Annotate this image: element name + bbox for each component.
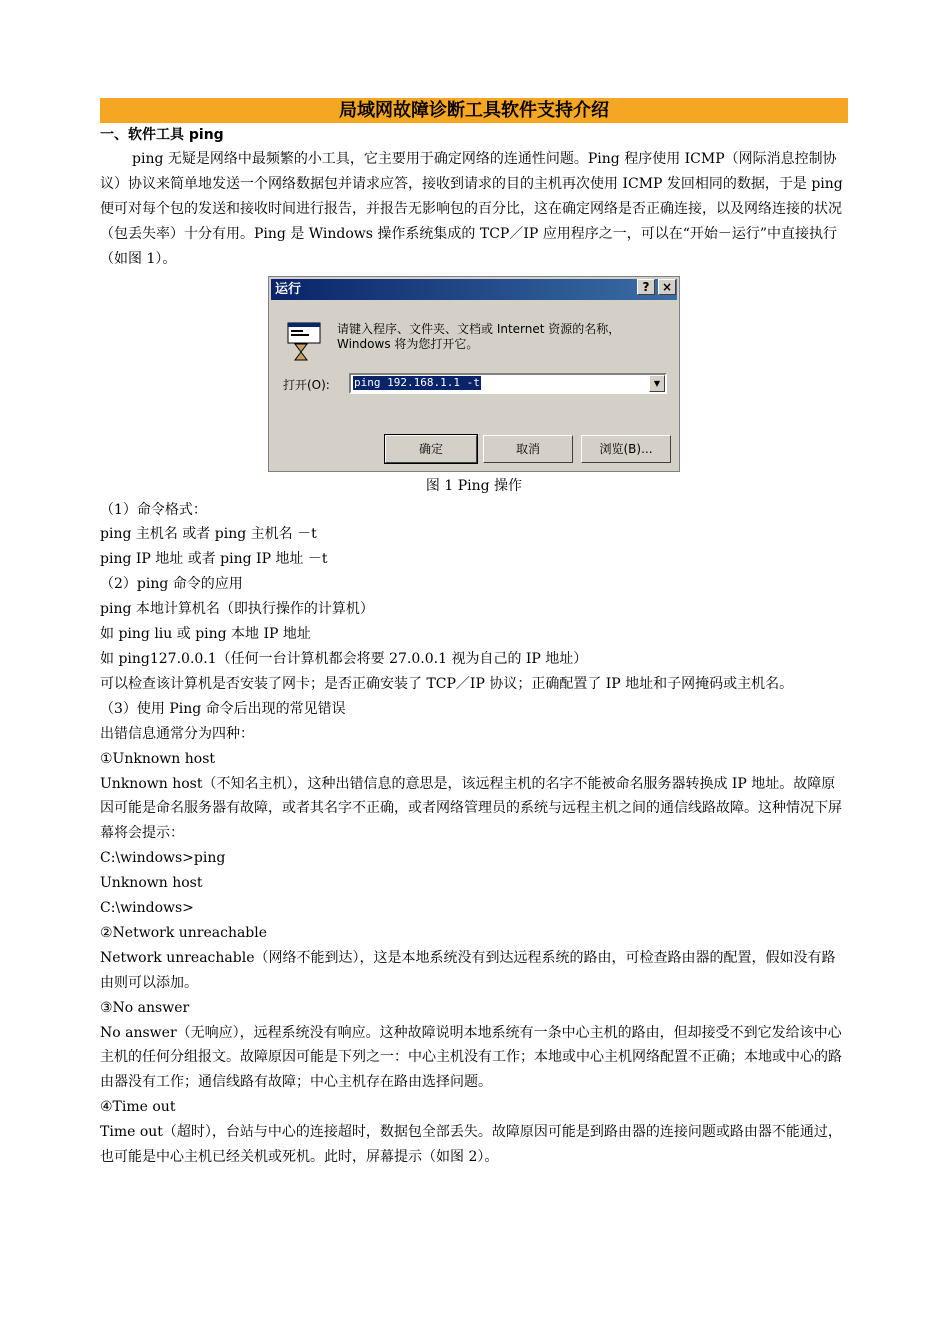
chevron-down-icon[interactable]: ▼ bbox=[649, 375, 665, 392]
run-dialog-description: 请键入程序、文件夹、文档或 Internet 资源的名称，Windows 将为您打开它。 bbox=[337, 321, 621, 351]
check-paragraph: 可以检查该计算机是否安装了网卡；是否正确安装了 TCP／IP 协议；正确配置了 IP 地址和子网掩码或主机名。 bbox=[100, 675, 794, 692]
text-line: ping 主机名 或者 ping 主机名 －t bbox=[100, 526, 317, 543]
run-dialog bbox=[268, 276, 680, 472]
text-line: 如 ping127.0.0.1（任何一台计算机都会将要 27.0.0.1 视为自己的 IP 地址） bbox=[100, 650, 588, 667]
text-line: （3）使用 Ping 命令后出现的常见错误 bbox=[100, 700, 346, 717]
command-input[interactable]: ping 192.168.1.1 -t bbox=[354, 375, 480, 389]
text-line: 如 ping liu 或 ping 本地 IP 地址 bbox=[100, 626, 311, 643]
no-answer-paragraph: No answer（无响应），远程系统没有响应。这种故障说明本地系统有一条中心主机的路由，但却接受不到它发给该中心主机的任何分组报文。故障原因可能是下列之一：中心主机没有工作；本地或中心主机网络配置不正确；本地或中心的路由器没有工作；通信线路有故障；中心主机存在路由选择问题。 bbox=[100, 1024, 842, 1091]
text-line: 出错信息通常分为四种： bbox=[100, 725, 254, 742]
help-button[interactable]: ? bbox=[637, 279, 655, 295]
time-out-paragraph: Time out（超时），台站与中心的连接超时，数据包全部丢失。故障原因可能是到路由器的连接问题或路由器不能通过，也可能是中心主机已经关机或死机。此时，屏幕提示（如图 2）。 bbox=[100, 1124, 842, 1166]
figure-1-caption: 图 1 Ping 操作 bbox=[425, 477, 523, 494]
command-combobox[interactable] bbox=[349, 373, 667, 394]
close-button[interactable]: × bbox=[658, 279, 676, 295]
unknown-host-paragraph: Unknown host（不知名主机），这种出错信息的意思是，该远程主机的名字不能被命名服务器转换成 IP 地址。故障原因可能是命名服务器有故障，或者其名字不正确，或者网络管理员的系统与远程主机之间的通信线路故障。这种情况下屏幕将会提示： bbox=[100, 775, 842, 842]
text-line: Unknown host bbox=[100, 875, 203, 892]
open-label: 打开(O): bbox=[283, 377, 330, 392]
network-unreachable-paragraph: Network unreachable（网络不能到达），这是本地系统没有到达远程系统的路由，可检查路由器的配置，假如没有路由则可以添加。 bbox=[100, 949, 836, 991]
cancel-button[interactable]: 取消 bbox=[483, 435, 573, 463]
text-line: ping IP 地址 或者 ping IP 地址 －t bbox=[100, 551, 328, 568]
text-line: ④Time out bbox=[100, 1099, 176, 1116]
section-heading-ping: 一、软件工具 ping bbox=[100, 127, 224, 143]
text-line: C:\windows>ping bbox=[100, 850, 226, 867]
figure-1 bbox=[100, 276, 848, 472]
text-line: （2）ping 命令的应用 bbox=[100, 576, 243, 593]
document-page bbox=[100, 98, 848, 1170]
document-title: 局域网故障诊断工具软件支持介绍 bbox=[100, 98, 848, 123]
text-line: ①Unknown host bbox=[100, 750, 216, 767]
text-line: ③No answer bbox=[100, 999, 190, 1016]
text-line: C:\windows> bbox=[100, 900, 194, 917]
run-dialog-title: 运行 bbox=[271, 279, 677, 300]
ok-button[interactable]: 确定 bbox=[385, 435, 477, 463]
run-program-icon bbox=[287, 322, 321, 362]
browse-button[interactable]: 浏览(B)... bbox=[581, 435, 671, 463]
text-line: （1）命令格式： bbox=[100, 501, 207, 518]
text-line: ping 本地计算机名（即执行操作的计算机） bbox=[100, 601, 374, 618]
intro-paragraph: ping 无疑是网络中最频繁的小工具，它主要用于确定网络的连通性问题。Ping 程序使用 ICMP（网际消息控制协议）协议来简单地发送一个网络数据包并请求应答，接收到请求的目的主机再次使用 ICMP 发回相同的数据，于是 ping 便可对每个包的发送和接收时间进行报告，并报告无影响包的百分比，这在确定网络是否正确连接，以及网络连接的状况（包丢失率）十分有用。Ping 是 Windows 操作系统集成的 TCP／IP 应用程序之一，可以在“开始－运行”中直接执行（如图 1）。 bbox=[100, 151, 843, 267]
text-line: ②Network unreachable bbox=[100, 924, 268, 941]
